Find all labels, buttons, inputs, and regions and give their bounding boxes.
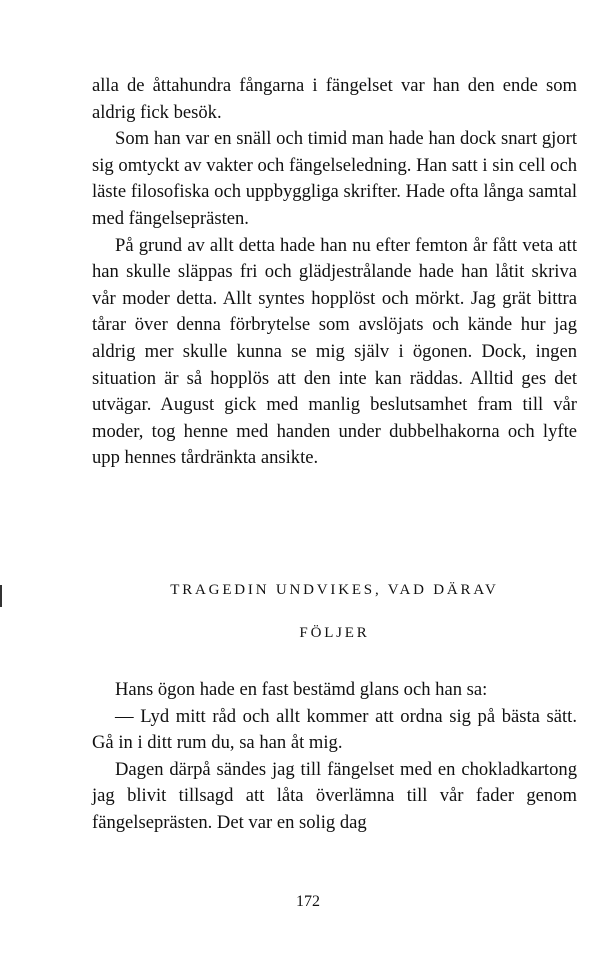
page-edge-mark xyxy=(0,585,2,607)
chapter-heading-line-1: TRAGEDIN UNDVIKES, VAD DÄRAV xyxy=(170,582,499,598)
paragraph-continued: alla de åttahundra fångarna i fängelset var han den ende som aldrig fick besök. xyxy=(92,75,577,123)
paragraph: Hans ögon hade en fast bestämd glans och han sa: xyxy=(115,679,488,700)
page-number: 172 xyxy=(296,893,320,910)
paragraph: På grund av allt detta hade han nu efter femton år fått veta att han skulle släppas fri och glädjestrålande hade han låtit skriva vår moder detta. Allt syntes hopplöst och mörkt. Jag grät bittra tårar över denna förbrytelse som avslöjats och kände hur jag aldrig mer skulle kunna se mig själv i ögonen. Dock, ingen situation är så hopplös att den inte kan räddas. Alltid ges det utvägar. August gick med manlig beslutsamhet fram till vår moder, tog henne med handen under dubbelhakorna och lyfte upp hennes tårdränkta ansikte. xyxy=(92,234,577,469)
paragraph: Dagen därpå sändes jag till fängelset med en chokladkartong jag blivit tillsagd att låta överlämna till vår fader genom fängelseprästen. Det var en solig dag xyxy=(92,758,577,833)
text-block-bottom xyxy=(92,677,577,837)
chapter-heading-line-2: FÖLJER xyxy=(299,625,370,641)
paragraph: Som han var en snäll och timid man hade han dock snart gjort sig omtyckt av vakter och fängelseledning. Han satt i sin cell och läste filosofiska och uppbyggliga skrifter. Hade ofta långa samtal med fängelseprästen. xyxy=(92,128,577,229)
dialogue-paragraph: — Lyd mitt råd och allt kommer att ordna sig på bästa sätt. Gå in i ditt rum du, sa han åt mig. xyxy=(92,705,577,754)
text-block-top xyxy=(92,73,577,472)
